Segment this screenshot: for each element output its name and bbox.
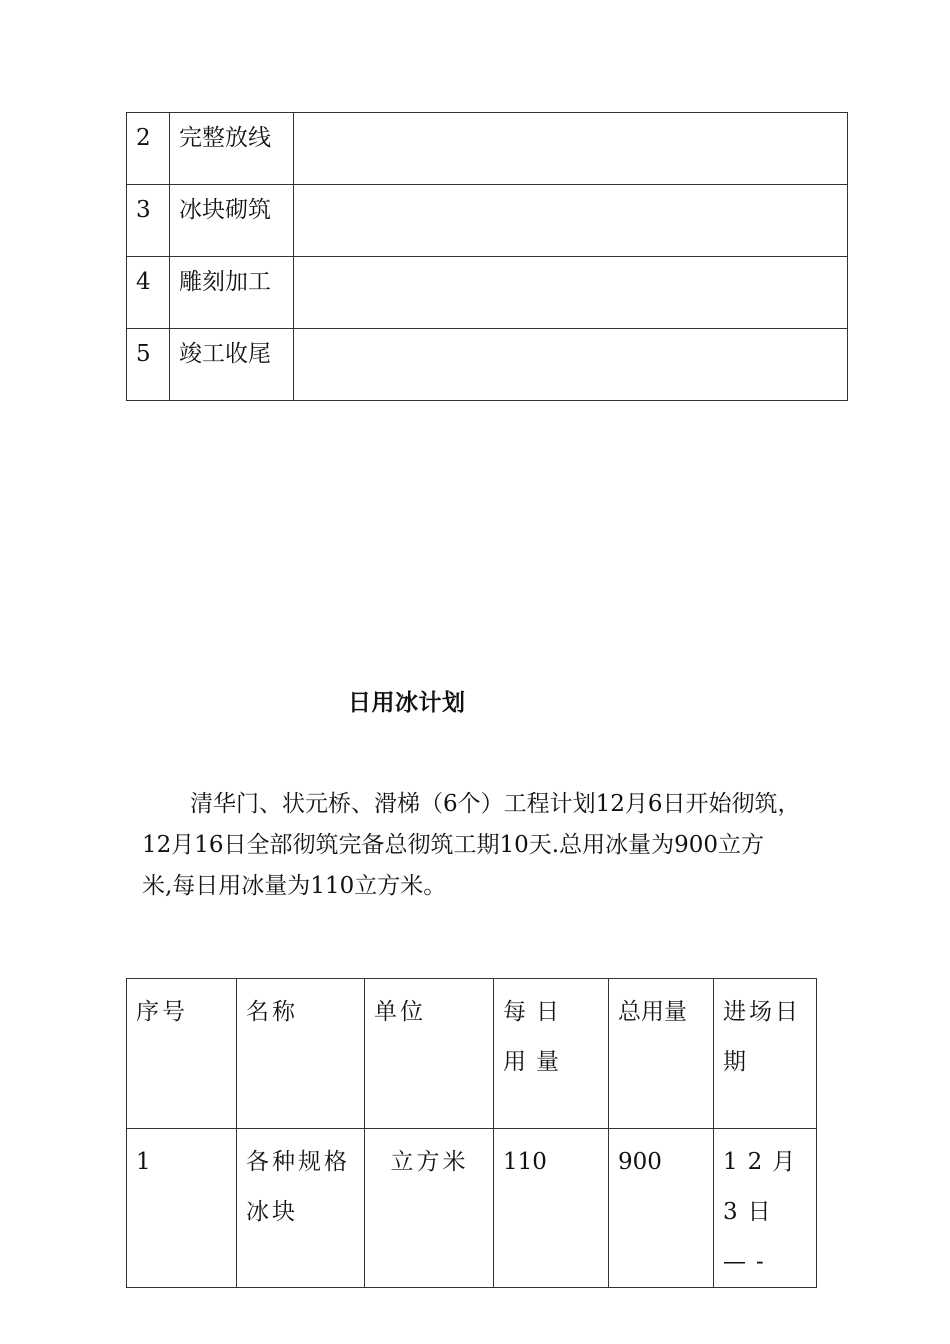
cell-unit: 立方米: [365, 1129, 494, 1288]
task-name: 竣工收尾: [170, 329, 294, 401]
task-name: 雕刻加工: [170, 257, 294, 329]
task-name: 冰块砌筑: [170, 185, 294, 257]
table-row: [127, 113, 848, 185]
cell-total: 900: [609, 1129, 714, 1288]
header-cell-daily: 每日用量: [494, 979, 609, 1129]
table-row: [127, 1129, 817, 1288]
paragraph-line: 米,每日用冰量为110立方米。: [142, 873, 447, 899]
paragraph-line: 12月16日全部彻筑完备总彻筑工期10天.总用冰量为900立方: [142, 832, 765, 858]
header-cell-total: 总用量: [609, 979, 714, 1129]
paragraph-line: 清华门、状元桥、滑梯（6个）工程计划12月6日开始彻筑，: [190, 791, 801, 817]
table-row: [127, 185, 848, 257]
task-detail: [294, 329, 848, 401]
row-number: 5: [127, 329, 170, 401]
cell-name: 各种规格冰块: [237, 1129, 365, 1288]
ice-plan-table: [126, 978, 817, 1288]
task-name: 完整放线: [170, 113, 294, 185]
row-number: 2: [127, 113, 170, 185]
table-row: [127, 329, 848, 401]
row-number: 3: [127, 185, 170, 257]
row-number: 4: [127, 257, 170, 329]
header-cell-no: 序号: [127, 979, 237, 1129]
header-cell-unit: 单位: [365, 979, 494, 1129]
cell-daily: 110: [494, 1129, 609, 1288]
header-cell-date: 进场日期: [714, 979, 817, 1129]
task-detail: [294, 113, 848, 185]
header-cell-name: 名称: [237, 979, 365, 1129]
table-row: [127, 257, 848, 329]
table-header-row: [127, 979, 817, 1129]
task-detail: [294, 185, 848, 257]
plan-paragraph: [142, 784, 870, 907]
cell-no: 1: [127, 1129, 237, 1288]
schedule-table: [126, 112, 848, 401]
section-heading: 日用冰计划: [348, 690, 466, 716]
cell-date: 12月3日—-: [714, 1129, 817, 1288]
task-detail: [294, 257, 848, 329]
